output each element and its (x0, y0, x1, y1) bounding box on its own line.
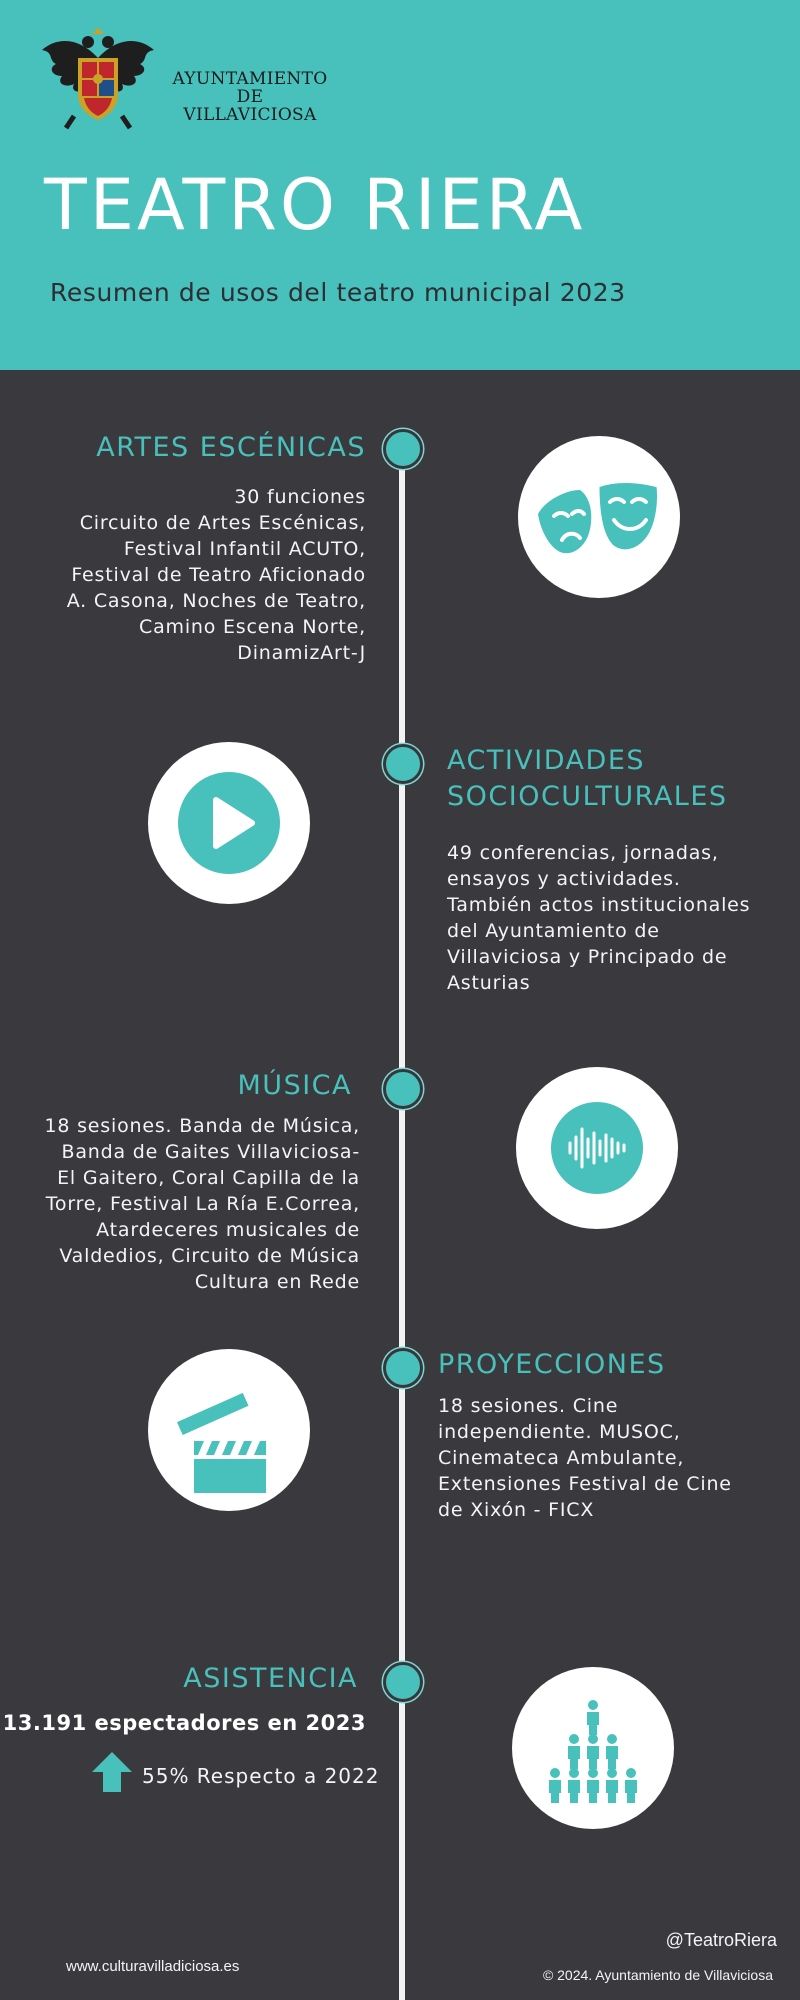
person-figure (587, 1700, 599, 1735)
timeline-dot (383, 429, 423, 469)
theater-masks-icon (518, 436, 680, 598)
audience-icon (512, 1667, 674, 1829)
timeline-dot (383, 1662, 423, 1702)
section-heading-line: SOCIOCULTURALES (447, 781, 728, 812)
play-icon (148, 742, 310, 904)
section-text-artes-escenicas: 30 funciones Circuito de Artes Escénicas, Festival Infantil ACUTO, Festival de Teatro Aficionado A. Casona, Noches de Teatro, Camino Escena Norte, DinamizArt-J (66, 486, 366, 664)
header-banner (0, 0, 800, 370)
arrow-up-icon (92, 1752, 132, 1792)
timeline-dot (383, 1348, 423, 1388)
person-figure (568, 1734, 580, 1769)
section-heading-musica: MÚSICA (237, 1070, 352, 1101)
attendance-change: 55% Respecto a 2022 (142, 1764, 380, 1788)
section-text-proyecciones: 18 sesiones. Cine independiente. MUSOC, Cinemateca Ambulante, Extensiones Festival de Cine de Xixón - FICX (438, 1395, 732, 1521)
org-name-line1: AYUNTAMIENTO DE (172, 69, 328, 107)
footer-social-handle[interactable]: @TeatroRiera (665, 1930, 777, 1950)
person-figure (549, 1768, 561, 1803)
section-heading-actividades (447, 743, 728, 815)
section-text-musica: 18 sesiones. Banda de Música, Banda de Gaites Villaviciosa- El Gaitero, Coral Capilla de la Torre, Festival La Ría E.Correa, Atardeceres musicales de Valdedios, Circuito de Música Cultura en Rede (44, 1115, 360, 1293)
footer-website-link[interactable]: www.culturavilladiciosa.es (66, 1958, 240, 1975)
org-name (160, 70, 340, 124)
timeline-dot (383, 744, 423, 784)
person-figure (625, 1768, 637, 1803)
page-title: TEATRO RIERA (44, 164, 586, 246)
person-figure (568, 1768, 580, 1803)
person-figure (606, 1734, 618, 1769)
person-figure (587, 1734, 599, 1769)
org-name-line2: VILLAVICIOSA (183, 105, 317, 125)
timeline-dot (383, 1069, 423, 1109)
page-subtitle: Resumen de usos del teatro municipal 2023 (50, 278, 626, 307)
clapperboard-icon (148, 1349, 310, 1511)
section-text-actividades: 49 conferencias, jornadas, ensayos y actividades. También actos institucionales del Ayuntamiento de Villaviciosa y Principado de Asturias (447, 842, 751, 994)
attendance-stat: 13.191 espectadores en 2023 (2, 1711, 366, 1735)
sound-wave-icon (516, 1067, 678, 1229)
timeline-line (399, 440, 405, 2000)
coat-of-arms-logo (40, 28, 156, 132)
section-heading-artes-escenicas: ARTES ESCÉNICAS (96, 432, 366, 463)
footer-copyright: © 2024. Ayuntamiento de Villaviciosa (542, 1967, 773, 1983)
section-heading-asistencia: ASISTENCIA (183, 1663, 358, 1694)
person-figure (587, 1768, 599, 1803)
person-figure (606, 1768, 618, 1803)
section-heading-line: ACTIVIDADES (447, 745, 646, 776)
section-heading-proyecciones: PROYECCIONES (438, 1349, 666, 1380)
